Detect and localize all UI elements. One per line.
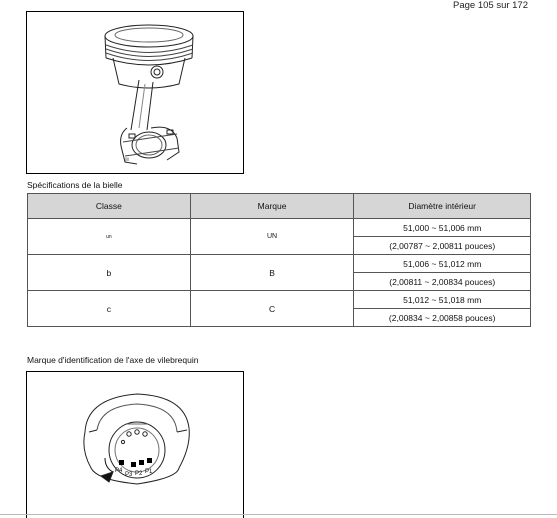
row-diameter-inch: (2,00811 ~ 2,00834 pouces) — [354, 273, 531, 291]
piston-rod-icon — [27, 12, 243, 173]
row-diameter-inch: (2,00787 ~ 2,00811 pouces) — [354, 237, 531, 255]
row-marque: UN — [190, 219, 354, 255]
crankshaft-mark-icon — [27, 372, 243, 518]
row-diameter-inch: (2,00834 ~ 2,00858 pouces) — [354, 309, 531, 327]
rod-spec-table — [27, 193, 531, 327]
table-row — [28, 219, 531, 237]
page-bottom-divider — [0, 514, 557, 515]
row-classe: b — [28, 255, 191, 291]
header-marque: Marque — [190, 194, 354, 219]
mark-label: P2 — [135, 471, 143, 477]
mark-label: P1 — [145, 469, 153, 475]
row-marque: B — [190, 255, 354, 291]
piston-rod-figure — [26, 11, 244, 174]
row-diameter-mm: 51,012 ~ 51,018 mm — [354, 291, 531, 309]
row-classe: un — [28, 219, 191, 255]
row-diameter-mm: 51,000 ~ 51,006 mm — [354, 219, 531, 237]
header-diametre: Diamètre intérieur — [354, 194, 531, 219]
rod-spec-caption: Spécifications de la bielle — [27, 180, 123, 190]
mark-label: P3 — [125, 472, 133, 478]
svg-text:||||: |||| — [125, 156, 130, 161]
table-row — [28, 255, 531, 273]
table-row — [28, 291, 531, 309]
mark-label: P4 — [115, 468, 123, 474]
crank-mark-caption: Marque d'identification de l'axe de vilebrequin — [27, 355, 199, 365]
crankshaft-figure — [26, 371, 244, 518]
header-classe: Classe — [28, 194, 191, 219]
row-classe: c — [28, 291, 191, 327]
row-marque: C — [190, 291, 354, 327]
row-diameter-mm: 51,006 ~ 51,012 mm — [354, 255, 531, 273]
page-number: Page 105 sur 172 — [453, 0, 529, 11]
table-header-row — [28, 194, 531, 219]
